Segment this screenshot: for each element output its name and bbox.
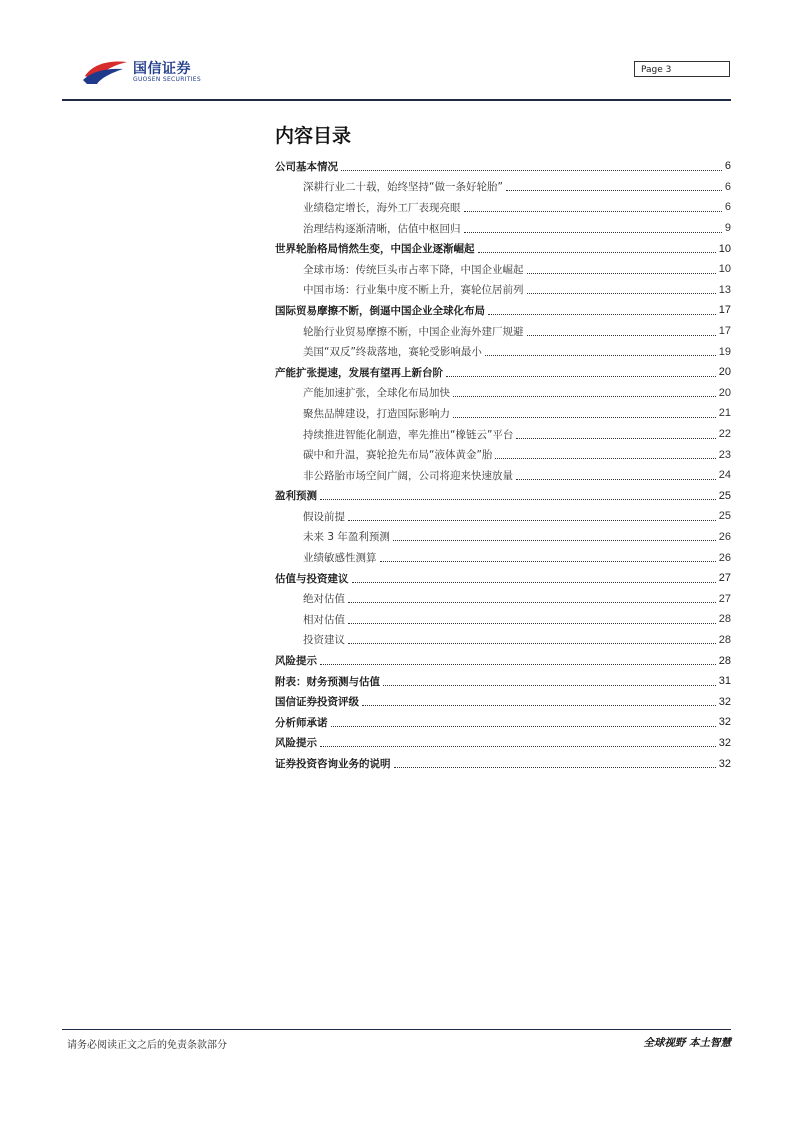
- toc-leader-dots: [341, 170, 722, 171]
- toc-entry[interactable]: [275, 362, 731, 383]
- toc-entry-page: 10: [718, 263, 731, 276]
- toc-entry-page: 25: [718, 510, 731, 523]
- toc-entry-label: 附表：财务预测与估值: [275, 675, 380, 688]
- toc-leader-dots: [527, 273, 716, 274]
- toc-entry-label: 非公路胎市场空间广阔，公司将迎来快速放量: [303, 469, 513, 482]
- toc-entry[interactable]: [275, 691, 731, 712]
- toc-entry-page: 27: [718, 572, 731, 585]
- toc-leader-dots: [380, 561, 716, 562]
- toc-entry-page: 21: [718, 407, 731, 420]
- footer-divider: [62, 1029, 731, 1030]
- toc-entry-page: 20: [718, 386, 731, 399]
- toc-entry-page: 31: [718, 675, 731, 688]
- toc-entry[interactable]: [275, 238, 731, 259]
- toc-leader-dots: [527, 293, 716, 294]
- toc-leader-dots: [488, 314, 716, 315]
- toc-entry-page: 17: [718, 304, 731, 317]
- toc-entry-label: 业绩稳定增长，海外工厂表现亮眼: [303, 201, 461, 214]
- toc-entry[interactable]: [275, 650, 731, 671]
- toc-entry[interactable]: [275, 588, 731, 609]
- toc-entry[interactable]: [275, 609, 731, 630]
- toc-entry[interactable]: [275, 321, 731, 342]
- toc-leader-dots: [320, 499, 716, 500]
- toc-leader-dots: [446, 376, 716, 377]
- toc-entry-label: 风险提示: [275, 737, 317, 750]
- toc-entry-label: 全球市场：传统巨头市占率下降，中国企业崛起: [303, 263, 524, 276]
- toc-entry-page: 32: [718, 757, 731, 770]
- toc-entry-page: 32: [718, 695, 731, 708]
- toc-entry-label: 聚焦品牌建设，打造国际影响力: [303, 407, 450, 420]
- toc-entry[interactable]: [275, 259, 731, 280]
- toc-entry[interactable]: [275, 733, 731, 754]
- toc-entry-page: 27: [718, 592, 731, 605]
- toc-entry[interactable]: [275, 300, 731, 321]
- toc-leader-dots: [516, 438, 715, 439]
- toc-entry-page: 10: [718, 242, 731, 255]
- logo-text-cn: 国信证券: [133, 61, 191, 77]
- toc-entry-page: 26: [718, 551, 731, 564]
- toc-entry[interactable]: [275, 177, 731, 198]
- toc-leader-dots: [485, 355, 716, 356]
- toc-entry-label: 轮胎行业贸易摩擦不断，中国企业海外建厂规避: [303, 325, 524, 338]
- toc-entry-page: 17: [718, 325, 731, 338]
- toc-entry-label: 产能扩张提速，发展有望再上新台阶: [275, 366, 443, 379]
- toc-entry-page: 9: [724, 222, 731, 235]
- toc-leader-dots: [478, 252, 716, 253]
- toc-leader-dots: [320, 746, 716, 747]
- toc-entry-page: 6: [724, 201, 731, 214]
- toc-entry-page: 25: [718, 489, 731, 502]
- toc-entry-label: 美国“双反”终裁落地，赛轮受影响最小: [303, 346, 482, 359]
- toc-entry-page: 28: [718, 654, 731, 667]
- page-title: 内容目录: [275, 125, 352, 147]
- toc-entry[interactable]: [275, 671, 731, 692]
- toc-leader-dots: [453, 396, 716, 397]
- toc-leader-dots: [464, 232, 722, 233]
- toc-leader-dots: [394, 767, 716, 768]
- toc-entry-label: 国际贸易摩擦不断，倒逼中国企业全球化布局: [275, 304, 485, 317]
- toc-entry[interactable]: [275, 218, 731, 239]
- toc-leader-dots: [495, 458, 715, 459]
- toc-entry-page: 20: [718, 366, 731, 379]
- toc-entry-page: 23: [718, 448, 731, 461]
- toc-entry-label: 投资建议: [303, 634, 345, 647]
- toc-leader-dots: [348, 520, 716, 521]
- company-logo: [83, 56, 223, 86]
- toc-entry[interactable]: [275, 465, 731, 486]
- toc-entry[interactable]: [275, 527, 731, 548]
- toc-entry-label: 治理结构逐渐清晰，估值中枢回归: [303, 222, 461, 235]
- toc-leader-dots: [516, 479, 716, 480]
- toc-leader-dots: [348, 602, 716, 603]
- toc-entry-label: 国信证券投资评级: [275, 696, 359, 709]
- toc-leader-dots: [527, 335, 716, 336]
- toc-entry[interactable]: [275, 444, 731, 465]
- toc-entry-page: 32: [718, 716, 731, 729]
- toc-leader-dots: [506, 190, 722, 191]
- toc-entry-label: 深耕行业二十载，始终坚持“做一条好轮胎”: [303, 181, 503, 194]
- toc-entry-page: 28: [718, 633, 731, 646]
- toc-leader-dots: [320, 664, 716, 665]
- toc-entry-label: 绝对估值: [303, 593, 345, 606]
- toc-entry-label: 盈利预测: [275, 490, 317, 503]
- toc-entry[interactable]: [275, 424, 731, 445]
- toc-entry[interactable]: [275, 712, 731, 733]
- toc-leader-dots: [331, 726, 716, 727]
- logo-text-en: GUOSEN SECURITIES: [133, 76, 202, 83]
- page-number: Page 3: [634, 61, 730, 77]
- toc-entry[interactable]: [275, 197, 731, 218]
- toc-leader-dots: [393, 540, 716, 541]
- toc-entry-label: 假设前提: [303, 510, 345, 523]
- toc-leader-dots: [362, 705, 716, 706]
- toc-entry-label: 公司基本情况: [275, 160, 338, 173]
- toc-entry-label: 世界轮胎格局悄然生变，中国企业逐渐崛起: [275, 243, 475, 256]
- toc-entry-label: 产能加速扩张，全球化布局加快: [303, 387, 450, 400]
- toc-entry-page: 32: [718, 736, 731, 749]
- toc-entry[interactable]: [275, 547, 731, 568]
- toc-entry-label: 估值与投资建议: [275, 572, 349, 585]
- toc-entry-page: 28: [718, 613, 731, 626]
- toc-entry[interactable]: [275, 486, 731, 507]
- toc-entry[interactable]: [275, 568, 731, 589]
- toc-leader-dots: [453, 417, 716, 418]
- toc-entry-page: 22: [718, 428, 731, 441]
- toc-entry[interactable]: [275, 383, 731, 404]
- toc-entry-label: 碳中和升温，赛轮抢先布局“液体黄金”胎: [303, 449, 493, 462]
- toc-entry[interactable]: [275, 280, 731, 301]
- toc-entry-page: 24: [718, 469, 731, 482]
- toc-entry-page: 13: [718, 283, 731, 296]
- toc-entry-page: 6: [724, 180, 731, 193]
- toc-entry[interactable]: [275, 403, 731, 424]
- toc-entry[interactable]: [275, 506, 731, 527]
- toc-entry-label: 业绩敏感性测算: [303, 552, 377, 565]
- toc-entry-page: 19: [718, 345, 731, 358]
- toc-leader-dots: [348, 643, 716, 644]
- toc-leader-dots: [464, 211, 722, 212]
- footer-slogan: 全球视野 本土智慧: [643, 1037, 731, 1049]
- toc-entry[interactable]: [275, 630, 731, 651]
- toc-entry-label: 持续推进智能化制造，率先推出“橡链云”平台: [303, 428, 514, 441]
- toc-entry-label: 相对估值: [303, 613, 345, 626]
- header-divider: [62, 99, 731, 101]
- toc-entry-label: 证券投资咨询业务的说明: [275, 758, 391, 771]
- logo-mark-icon: [83, 56, 131, 86]
- toc-leader-dots: [352, 582, 716, 583]
- toc-entry-label: 风险提示: [275, 655, 317, 668]
- toc-entry-page: 26: [718, 530, 731, 543]
- toc-entry-label: 分析师承诺: [275, 716, 328, 729]
- toc-entry[interactable]: [275, 753, 731, 774]
- toc-entry[interactable]: [275, 341, 731, 362]
- toc-entry-label: 中国市场：行业集中度不断上升，赛轮位居前列: [303, 284, 524, 297]
- toc-leader-dots: [383, 685, 716, 686]
- footer-disclaimer: 请务必阅读正文之后的免责条款部分: [67, 1040, 227, 1051]
- toc-entry-label: 未来 3 年盈利预测: [303, 531, 390, 544]
- toc-entry[interactable]: [275, 156, 731, 177]
- table-of-contents: [275, 156, 731, 774]
- toc-leader-dots: [348, 623, 716, 624]
- toc-entry-page: 6: [724, 160, 731, 173]
